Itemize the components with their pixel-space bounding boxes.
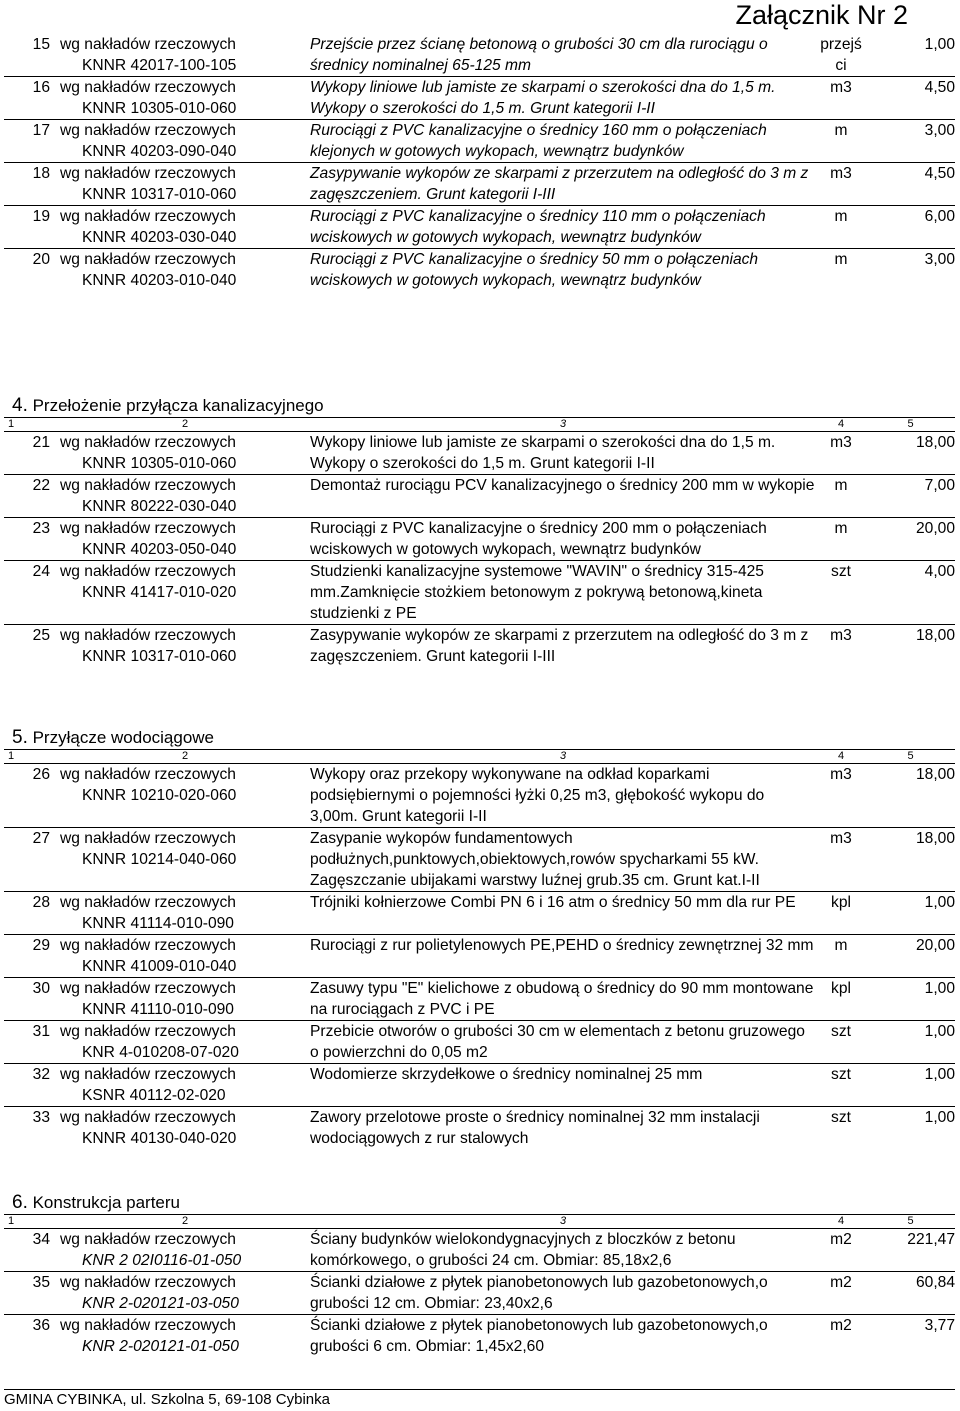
item-description: Wykopy liniowe lub jamiste ze skarpami o szerokości dna do 1,5 m. Wykopy o szerokości do 1,5 m. Grunt kategorii I-II: [310, 432, 816, 475]
item-unit: m3: [816, 764, 866, 828]
column-header-row: [4, 1215, 955, 1229]
source-basis: wg nakładów rzeczowych: [60, 79, 236, 96]
table-row: [4, 1064, 955, 1107]
section-6-title: [12, 1193, 180, 1213]
section-number: 4.: [12, 395, 28, 416]
item-description: Zasypanie wykopów fundamentowych podłużnych,punktowych,obiektowych,rowów spycharkami 55 kW. Zagęszczanie ubijakami warstwy luźnej grub.35 cm. Grunt kat.I-II: [310, 828, 816, 892]
table-row: [4, 828, 955, 892]
item-number: 31: [4, 1021, 56, 1064]
column-header: 1: [4, 1215, 56, 1229]
table-row: [4, 475, 955, 518]
section-number: 6.: [12, 1192, 28, 1213]
catalog-code: KNNR 10305-010-060: [82, 100, 237, 117]
table-row: [4, 764, 955, 828]
item-number: 30: [4, 978, 56, 1021]
source-basis: wg nakładów rzeczowych: [60, 122, 236, 139]
column-header: 4: [816, 750, 866, 764]
source-basis: wg nakładów rzeczowych: [60, 520, 236, 537]
section-label: Przełożenie przyłącza kanalizacyjnego: [32, 396, 324, 415]
item-source: [56, 120, 310, 163]
item-unit: m: [816, 518, 866, 561]
source-basis: wg nakładów rzeczowych: [60, 766, 236, 783]
column-header: 2: [56, 1215, 310, 1229]
cost-table-section-4: [4, 417, 955, 667]
item-source: [56, 1229, 310, 1272]
section-label: Konstrukcja parteru: [32, 1193, 180, 1212]
item-description: Ścianki działowe z płytek pianobetonowych lub gazobetonowych,o grubości 6 cm. Obmiar: 1,45x2,60: [310, 1315, 816, 1358]
item-number: 20: [4, 249, 56, 292]
cost-table-section-6: [4, 1214, 955, 1357]
source-basis: wg nakładów rzeczowych: [60, 563, 236, 580]
item-quantity: 221,47: [866, 1229, 955, 1272]
item-quantity: 7,00: [866, 475, 955, 518]
column-header-row: [4, 418, 955, 432]
table-row: [4, 1272, 955, 1315]
source-basis: wg nakładów rzeczowych: [60, 1023, 236, 1040]
catalog-code: KNNR 41110-010-090: [82, 1001, 234, 1018]
item-source: [56, 1064, 310, 1107]
item-unit: szt: [816, 1064, 866, 1107]
item-source: [56, 1021, 310, 1064]
column-header: 1: [4, 750, 56, 764]
source-basis: wg nakładów rzeczowych: [60, 830, 236, 847]
item-description: Trójniki kołnierzowe Combi PN 6 i 16 atm o średnicy 50 mm dla rur PE: [310, 892, 816, 935]
catalog-code: KNNR 40203-050-040: [82, 541, 237, 558]
item-source: [56, 163, 310, 206]
table-row: [4, 249, 955, 292]
item-unit: m3: [816, 77, 866, 120]
source-basis: wg nakładów rzeczowych: [60, 1109, 236, 1126]
item-quantity: 3,77: [866, 1315, 955, 1358]
source-basis: wg nakładów rzeczowych: [60, 937, 236, 954]
column-header: 3: [310, 1215, 816, 1229]
source-basis: wg nakładów rzeczowych: [60, 477, 236, 494]
item-source: [56, 828, 310, 892]
source-basis: wg nakładów rzeczowych: [60, 36, 236, 53]
column-header: 5: [866, 418, 955, 432]
table-row: [4, 978, 955, 1021]
item-source: [56, 625, 310, 668]
cost-table-continued: [4, 34, 955, 291]
cost-table-section-5: [4, 749, 955, 1149]
item-number: 36: [4, 1315, 56, 1358]
item-number: 35: [4, 1272, 56, 1315]
table-row: [4, 1315, 955, 1358]
source-basis: wg nakładów rzeczowych: [60, 1274, 236, 1291]
item-description: Ściany budynków wielokondygnacyjnych z bloczków z betonu komórkowego, o grubości 24 cm. Obmiar: 85,18x2,6: [310, 1229, 816, 1272]
item-description: Rurociągi z PVC kanalizacyjne o średnicy 160 mm o połączeniach klejonych w gotowych wykopach, wewnątrz budynków: [310, 120, 816, 163]
item-unit: kpl: [816, 978, 866, 1021]
item-description: Przejście przez ścianę betonową o grubości 30 cm dla rurociągu o średnicy nominalnej 65-125 mm: [310, 36, 768, 74]
item-number: 29: [4, 935, 56, 978]
catalog-code: KNNR 10214-040-060: [82, 851, 237, 868]
catalog-code: KNNR 40203-090-040: [82, 143, 237, 160]
table-row: [4, 1229, 955, 1272]
source-basis: wg nakładów rzeczowych: [60, 1066, 236, 1083]
item-quantity: 18,00: [866, 828, 955, 892]
item-quantity: 4,00: [866, 561, 955, 625]
item-number: 34: [4, 1229, 56, 1272]
item-quantity: 1,00: [866, 1021, 955, 1064]
item-description: Zasypywanie wykopów ze skarpami z przerzutem na odległość do 3 m z zagęszczeniem. Grunt kategorii I-III: [310, 163, 816, 206]
item-source: [56, 249, 310, 292]
table-row: [4, 206, 955, 249]
item-description: Zasypywanie wykopów ze skarpami z przerzutem na odległość do 3 m z zagęszczeniem. Grunt kategorii I-III: [310, 625, 816, 668]
item-number: 22: [4, 475, 56, 518]
item-unit: m2: [816, 1315, 866, 1358]
item-quantity: 18,00: [866, 625, 955, 668]
table-row: [4, 518, 955, 561]
table-row: [4, 432, 955, 475]
column-header: 3: [310, 418, 816, 432]
item-unit: szt: [816, 561, 866, 625]
table-row: [4, 77, 955, 120]
source-basis: wg nakładów rzeczowych: [60, 434, 236, 451]
item-quantity: 20,00: [866, 518, 955, 561]
column-header: 4: [816, 418, 866, 432]
item-source: [56, 892, 310, 935]
column-header: 2: [56, 418, 310, 432]
item-unit: m3: [816, 163, 866, 206]
item-unit: szt: [816, 1107, 866, 1150]
catalog-code: KSNR 40112-02-020: [82, 1087, 226, 1104]
section-label: Przyłącze wodociągowe: [32, 728, 215, 747]
item-quantity: 4,50: [866, 77, 955, 120]
item-source: [56, 432, 310, 475]
item-quantity: 60,84: [866, 1272, 955, 1315]
item-quantity: 1,00: [866, 1064, 955, 1107]
item-unit: m3: [816, 828, 866, 892]
item-description: Rurociągi z PVC kanalizacyjne o średnicy 200 mm o połączeniach wciskowych w gotowych wykopach, wewnątrz budynków: [310, 518, 816, 561]
item-description: Studzienki kanalizacyjne systemowe "WAVIN" o średnicy 315-425 mm.Zamknięcie stożkiem betonowym z pokrywą betonową,kineta studzienki z PE: [310, 561, 816, 625]
item-unit: przejś ci: [820, 36, 862, 74]
table-row: [4, 34, 955, 77]
catalog-code: KNNR 80222-030-040: [82, 498, 237, 515]
column-header-row: [4, 750, 955, 764]
column-header: 1: [4, 418, 56, 432]
section-5-title: [12, 728, 214, 748]
item-number: 27: [4, 828, 56, 892]
item-unit: m: [816, 249, 866, 292]
item-number: 28: [4, 892, 56, 935]
item-number: 23: [4, 518, 56, 561]
item-source: [56, 475, 310, 518]
source-basis: wg nakładów rzeczowych: [60, 165, 236, 182]
item-source: [56, 1107, 310, 1150]
item-quantity: 4,50: [866, 163, 955, 206]
column-header: 2: [56, 750, 310, 764]
catalog-code: KNNR 41417-010-020: [82, 584, 237, 601]
item-unit: m: [816, 475, 866, 518]
catalog-code: KNNR 40203-010-040: [82, 272, 237, 289]
item-quantity: 1,00: [866, 892, 955, 935]
footer-address: GMINA CYBINKA, ul. Szkolna 5, 69-108 Cybinka: [4, 1391, 330, 1408]
column-header: 5: [866, 1215, 955, 1229]
table-row: [4, 561, 955, 625]
item-unit: m2: [816, 1272, 866, 1315]
item-description: Zawory przelotowe proste o średnicy nominalnej 32 mm instalacji wodociągowych z rur stalowych: [310, 1107, 816, 1150]
item-number: 25: [4, 625, 56, 668]
catalog-code: KNNR 42017-100-105: [82, 57, 237, 74]
catalog-code: KNNR 41114-010-090: [82, 915, 234, 932]
item-quantity: 18,00: [866, 764, 955, 828]
table-row: [4, 1021, 955, 1064]
attachment-title: Załącznik Nr 2: [735, 0, 908, 30]
item-quantity: 1,00: [866, 1107, 955, 1150]
item-source: [56, 34, 310, 77]
item-quantity: 3,00: [866, 249, 955, 292]
item-number: 18: [4, 163, 56, 206]
item-unit: kpl: [816, 892, 866, 935]
item-source: [56, 978, 310, 1021]
footer-rule: [4, 1389, 955, 1390]
item-source: [56, 77, 310, 120]
item-description: Przebicie otworów o grubości 30 cm w elementach z betonu gruzowego o powierzchni do 0,05 m2: [310, 1021, 816, 1064]
item-unit: m3: [816, 625, 866, 668]
catalog-code: KNR 2-020121-01-050: [82, 1338, 239, 1355]
item-number: 16: [4, 77, 56, 120]
item-description: Rurociągi z rur polietylenowych PE,PEHD o średnicy zewnętrznej 32 mm: [310, 935, 816, 978]
item-source: [56, 206, 310, 249]
item-quantity: 1,00: [866, 978, 955, 1021]
column-header: 4: [816, 1215, 866, 1229]
item-number: 17: [4, 120, 56, 163]
item-number: 19: [4, 206, 56, 249]
item-number: 32: [4, 1064, 56, 1107]
catalog-code: KNNR 10210-020-060: [82, 787, 237, 804]
table-row: [4, 935, 955, 978]
source-basis: wg nakładów rzeczowych: [60, 1231, 236, 1248]
item-description: Rurociągi z PVC kanalizacyjne o średnicy 110 mm o połączeniach wciskowych w gotowych wykopach, wewnątrz budynków: [310, 206, 816, 249]
item-quantity: 18,00: [866, 432, 955, 475]
table-row: [4, 625, 955, 668]
item-unit: m: [816, 120, 866, 163]
column-header: 3: [310, 750, 816, 764]
source-basis: wg nakładów rzeczowych: [60, 894, 236, 911]
table-row: [4, 892, 955, 935]
source-basis: wg nakładów rzeczowych: [60, 208, 236, 225]
catalog-code: KNR 2 02I0116-01-050: [82, 1252, 242, 1269]
item-unit: m2: [816, 1229, 866, 1272]
item-number: 33: [4, 1107, 56, 1150]
item-source: [56, 935, 310, 978]
item-source: [56, 764, 310, 828]
catalog-code: KNNR 40203-030-040: [82, 229, 237, 246]
catalog-code: KNR 2-020121-03-050: [82, 1295, 239, 1312]
table-row: [4, 1107, 955, 1150]
item-description: Wodomierze skrzydełkowe o średnicy nominalnej 25 mm: [310, 1064, 816, 1107]
item-quantity: 1,00: [924, 36, 955, 53]
item-description: Rurociągi z PVC kanalizacyjne o średnicy 50 mm o połączeniach wciskowych w gotowych wykopach, wewnątrz budynków: [310, 249, 816, 292]
item-number: 15: [32, 36, 50, 53]
catalog-code: KNNR 10305-010-060: [82, 455, 237, 472]
item-number: 26: [4, 764, 56, 828]
source-basis: wg nakładów rzeczowych: [60, 251, 236, 268]
item-unit: m: [816, 206, 866, 249]
catalog-code: KNNR 10317-010-060: [82, 648, 237, 665]
item-source: [56, 1272, 310, 1315]
item-source: [56, 1315, 310, 1358]
source-basis: wg nakładów rzeczowych: [60, 980, 236, 997]
section-4-title: [12, 396, 324, 416]
item-description: Ścianki działowe z płytek pianobetonowych lub gazobetonowych,o grubości 12 cm. Obmiar: 23,40x2,6: [310, 1272, 816, 1315]
item-unit: m3: [816, 432, 866, 475]
table-row: [4, 120, 955, 163]
catalog-code: KNNR 41009-010-040: [82, 958, 237, 975]
table-row: [4, 163, 955, 206]
source-basis: wg nakładów rzeczowych: [60, 1317, 236, 1334]
catalog-code: KNNR 10317-010-060: [82, 186, 237, 203]
item-quantity: 3,00: [866, 120, 955, 163]
column-header: 5: [866, 750, 955, 764]
catalog-code: KNR 4-010208-07-020: [82, 1044, 239, 1061]
item-number: 21: [4, 432, 56, 475]
item-number: 24: [4, 561, 56, 625]
item-unit: szt: [816, 1021, 866, 1064]
catalog-code: KNNR 40130-040-020: [82, 1130, 237, 1147]
source-basis: wg nakładów rzeczowych: [60, 627, 236, 644]
item-quantity: 20,00: [866, 935, 955, 978]
item-source: [56, 561, 310, 625]
item-description: Wykopy liniowe lub jamiste ze skarpami o szerokości dna do 1,5 m. Wykopy o szerokości do 1,5 m. Grunt kategorii I-II: [310, 77, 816, 120]
section-number: 5.: [12, 727, 28, 748]
item-description: Wykopy oraz przekopy wykonywane na odkład koparkami podsiębiernymi o pojemności łyżki 0,25 m3, głębokość wykopu do 3,00m. Grunt kategorii I-II: [310, 764, 816, 828]
item-unit: m: [816, 935, 866, 978]
item-description: Zasuwy typu "E" kielichowe z obudową o średnicy do 90 mm montowane na rurociągach z PVC i PE: [310, 978, 816, 1021]
item-source: [56, 518, 310, 561]
item-description: Demontaż rurociągu PCV kanalizacyjnego o średnicy 200 mm w wykopie: [310, 475, 816, 518]
item-quantity: 6,00: [866, 206, 955, 249]
